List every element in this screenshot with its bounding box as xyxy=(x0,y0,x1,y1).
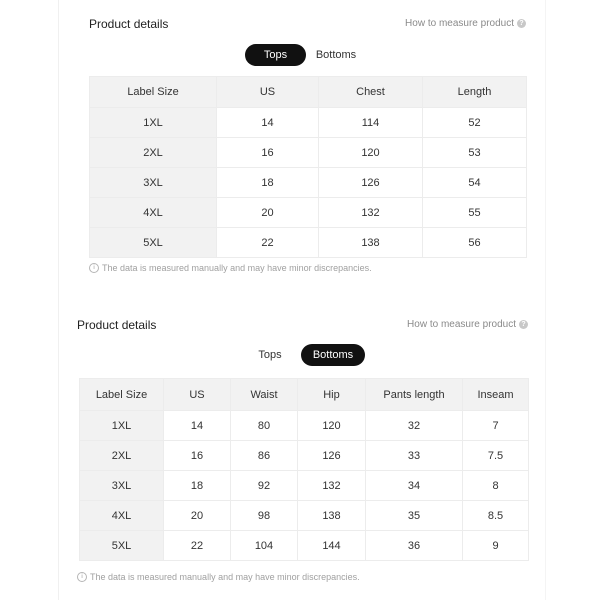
info-icon: i xyxy=(89,263,99,273)
table-cell: 55 xyxy=(423,198,527,228)
bottoms-size-table xyxy=(79,378,529,561)
table-cell: 52 xyxy=(423,108,527,138)
table-cell: 126 xyxy=(319,168,423,198)
table-cell: 22 xyxy=(164,531,231,561)
table-cell: 5XL xyxy=(90,228,217,258)
table-cell: 5XL xyxy=(80,531,164,561)
measurement-note xyxy=(77,572,360,582)
tops-bottoms-tabs xyxy=(239,344,365,366)
panel-title: Product details xyxy=(77,318,157,332)
table-cell: 3XL xyxy=(80,471,164,501)
table-cell: 18 xyxy=(164,471,231,501)
column-header: Length xyxy=(423,77,527,108)
table-cell: 104 xyxy=(231,531,298,561)
table-cell: 98 xyxy=(231,501,298,531)
table-cell: 138 xyxy=(319,228,423,258)
table-cell: 14 xyxy=(164,411,231,441)
table-cell: 126 xyxy=(298,441,366,471)
table-cell: 18 xyxy=(217,168,319,198)
table-cell: 8.5 xyxy=(463,501,529,531)
column-header: Chest xyxy=(319,77,423,108)
table-row xyxy=(80,501,529,531)
table-cell: 32 xyxy=(366,411,463,441)
table-row xyxy=(90,168,527,198)
table-cell: 1XL xyxy=(80,411,164,441)
table-row xyxy=(90,198,527,228)
table-header-row xyxy=(90,77,527,108)
table-cell: 7 xyxy=(463,411,529,441)
table-cell: 20 xyxy=(217,198,319,228)
column-header: Inseam xyxy=(463,379,529,411)
column-header: Label Size xyxy=(80,379,164,411)
table-cell: 8 xyxy=(463,471,529,501)
table-cell: 36 xyxy=(366,531,463,561)
tab-tops[interactable]: Tops xyxy=(245,44,306,66)
table-row xyxy=(80,531,529,561)
table-cell: 132 xyxy=(298,471,366,501)
note-text: The data is measured manually and may have minor discrepancies. xyxy=(102,263,372,273)
table-row xyxy=(80,441,529,471)
column-header: US xyxy=(164,379,231,411)
table-cell: 54 xyxy=(423,168,527,198)
question-icon[interactable]: ? xyxy=(519,320,528,329)
how-to-measure-link[interactable] xyxy=(407,319,528,330)
table-cell: 86 xyxy=(231,441,298,471)
panel-header xyxy=(76,318,530,338)
table-cell: 3XL xyxy=(90,168,217,198)
how-to-measure-label: How to measure product xyxy=(407,319,516,330)
table-cell: 14 xyxy=(217,108,319,138)
table-cell: 4XL xyxy=(90,198,217,228)
table-header-row xyxy=(80,379,529,411)
table-cell: 114 xyxy=(319,108,423,138)
column-header: Waist xyxy=(231,379,298,411)
table-cell: 33 xyxy=(366,441,463,471)
table-cell: 132 xyxy=(319,198,423,228)
table-cell: 4XL xyxy=(80,501,164,531)
tab-tops[interactable]: Tops xyxy=(258,349,282,361)
panel-header xyxy=(88,17,528,37)
table-cell: 9 xyxy=(463,531,529,561)
table-cell: 16 xyxy=(164,441,231,471)
tops-size-table xyxy=(89,76,527,258)
column-header: Label Size xyxy=(90,77,217,108)
tops-bottoms-tabs xyxy=(245,44,366,66)
column-header: Pants length xyxy=(366,379,463,411)
bottoms-size-panel xyxy=(76,310,530,600)
table-row xyxy=(80,471,529,501)
column-header: US xyxy=(217,77,319,108)
measurement-note xyxy=(89,263,372,273)
table-cell: 80 xyxy=(231,411,298,441)
table-cell: 120 xyxy=(319,138,423,168)
info-icon: i xyxy=(77,572,87,582)
table-cell: 20 xyxy=(164,501,231,531)
table-cell: 35 xyxy=(366,501,463,531)
table-row xyxy=(90,228,527,258)
table-cell: 56 xyxy=(423,228,527,258)
tab-bottoms[interactable]: Bottoms xyxy=(315,49,357,61)
table-cell: 120 xyxy=(298,411,366,441)
tops-size-panel xyxy=(88,0,528,285)
table-row xyxy=(90,108,527,138)
right-divider xyxy=(545,0,546,600)
tab-bottoms[interactable]: Bottoms xyxy=(301,344,365,366)
table-cell: 22 xyxy=(217,228,319,258)
table-row xyxy=(80,411,529,441)
table-cell: 1XL xyxy=(90,108,217,138)
table-cell: 138 xyxy=(298,501,366,531)
panel-title: Product details xyxy=(89,17,169,31)
table-cell: 34 xyxy=(366,471,463,501)
table-cell: 7.5 xyxy=(463,441,529,471)
question-icon[interactable]: ? xyxy=(517,19,526,28)
table-cell: 2XL xyxy=(80,441,164,471)
table-cell: 53 xyxy=(423,138,527,168)
left-divider xyxy=(58,0,59,600)
table-row xyxy=(90,138,527,168)
table-cell: 144 xyxy=(298,531,366,561)
how-to-measure-link[interactable] xyxy=(405,18,526,29)
column-header: Hip xyxy=(298,379,366,411)
note-text: The data is measured manually and may have minor discrepancies. xyxy=(90,572,360,582)
table-cell: 16 xyxy=(217,138,319,168)
how-to-measure-label: How to measure product xyxy=(405,18,514,29)
table-cell: 2XL xyxy=(90,138,217,168)
table-cell: 92 xyxy=(231,471,298,501)
